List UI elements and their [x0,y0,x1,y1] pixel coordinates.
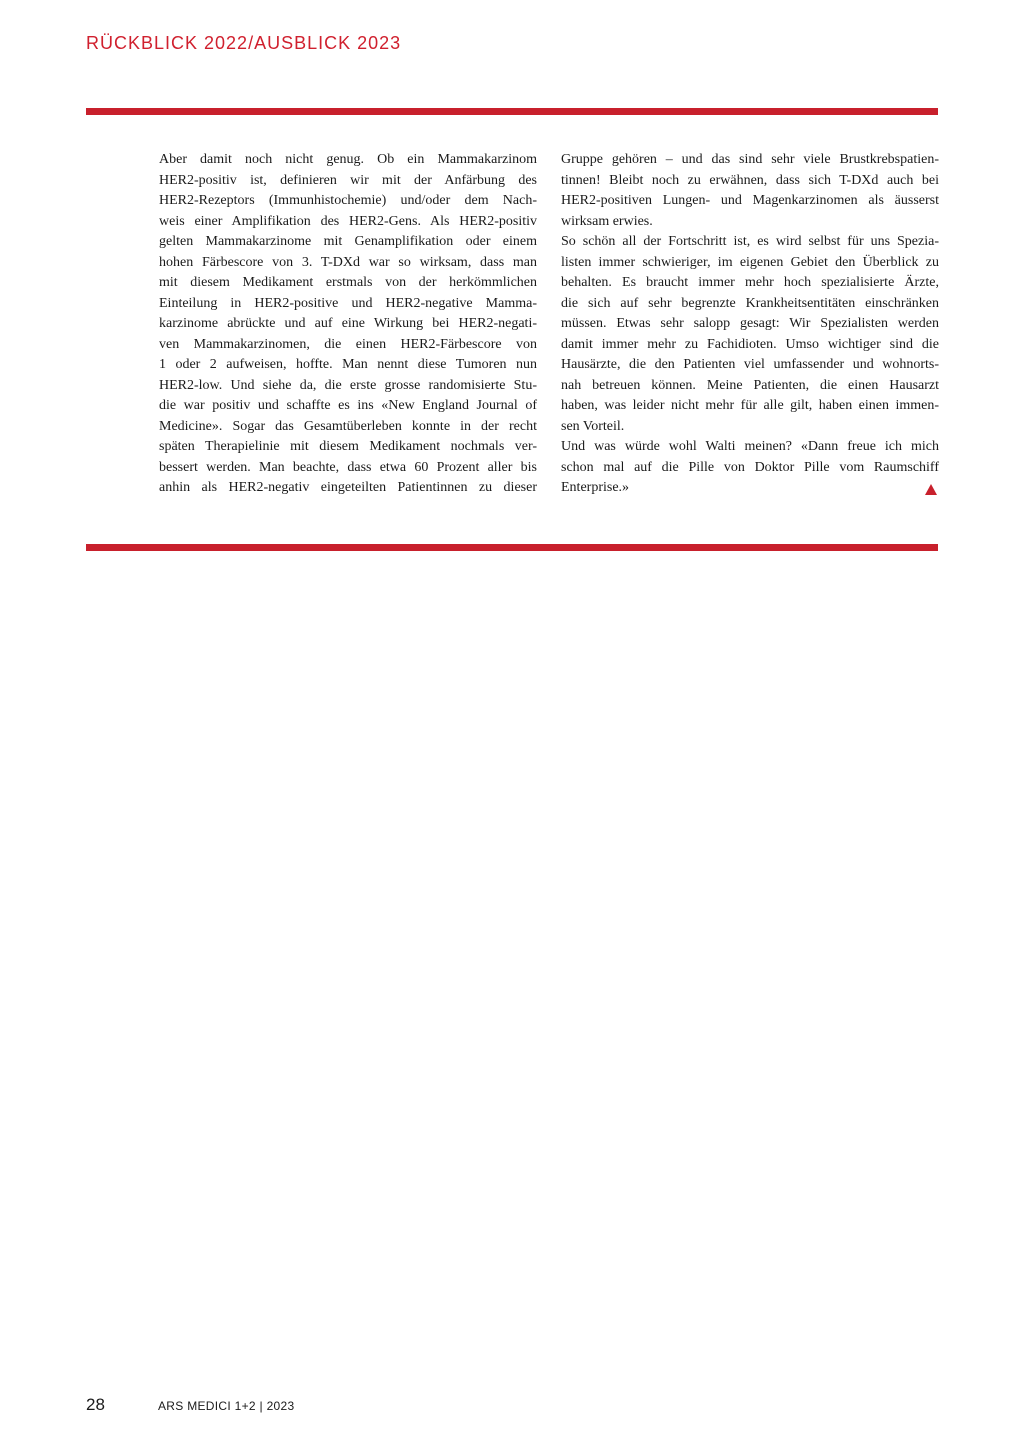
text-line: Gruppe gehören – und das sind sehr viele Brustkrebspatien- [561,152,939,167]
text-line: Medicine». Sogar das Gesamtüberleben konnte in der recht [159,418,537,434]
text-line: HER2-positiven Lungen- und Magenkarzinomen als äusserst [561,193,939,208]
bottom-divider [86,544,938,551]
text-line: behalten. Es braucht immer mehr hoch spezialisierte Ärzte, [561,275,939,290]
text-line: wirksam erwies. [561,213,653,229]
text-line: anhin als HER2-negativ eingeteilten Patientinnen zu dieser [159,480,537,495]
text-line: Und was würde wohl Walti meinen? «Dann freue ich mich [561,439,939,454]
text-line: nah betreuen können. Meine Patienten, die einen Hausarzt [561,377,939,393]
publication-name: ARS MEDICI 1+2 | 2023 [158,1399,295,1413]
text-line: So schön all der Fortschritt ist, es wird selbst für uns Spezia- [561,234,939,249]
text-line: hohen Färbescore von 3. T-DXd war so wirksam, dass man [159,254,537,270]
text-line: Hausärzte, die den Patienten viel umfassender und wohnorts- [561,357,939,372]
text-line: HER2-positiv ist, definieren wir mit der Anfärbung des [159,172,537,188]
text-line: ven Mammakarzinomen, die einen HER2-Färbescore von [159,336,537,352]
text-line: HER2-low. Und siehe da, die erste grosse randomisierte Stu- [159,377,537,393]
text-line: 1 oder 2 aufweisen, hoffte. Man nennt diese Tumoren nun [159,357,537,372]
text-line: tinnen! Bleibt noch zu erwähnen, dass sich T-DXd auch bei [561,172,939,188]
text-line: die sich auf sehr begrenzte Krankheitsentitäten einschränken [561,295,939,311]
text-line: HER2-Rezeptors (Immunhistochemie) und/oder dem Nach- [159,193,537,208]
triangle-end-icon [925,484,937,495]
text-line: gelten Mammakarzinome mit Genamplifikation oder einem [159,234,537,249]
text-line: Enterprise.» [561,480,630,495]
text-line: haben, was leider nicht mehr für alle gilt, haben einen immen- [561,398,939,413]
text-line: Einteilung in HER2-positive und HER2-negative Mamma- [159,295,537,311]
text-line: Aber damit noch nicht genug. Ob ein Mammakarzinom [159,152,537,167]
text-line: karzinome abrückte und auf eine Wirkung bei HER2-negati- [159,316,537,331]
text-line: müssen. Etwas sehr salopp gesagt: Wir Spezialisten werden [561,316,939,331]
text-line: mit diesem Medikament erstmals von der herkömmlichen [159,275,537,290]
text-line: schon mal auf die Pille von Doktor Pille vom Raumschiff [561,459,939,475]
text-line: die war positiv und schaffte es ins «New England Journal of [159,398,537,413]
section-title: RÜCKBLICK 2022/AUSBLICK 2023 [86,33,402,53]
page-number: 28 [86,1395,105,1414]
text-line: damit immer mehr zu Fachidioten. Umso wichtiger sind die [561,336,939,352]
text-line: weis einer Amplifikation des HER2-Gens. Als HER2-positiv [159,213,537,229]
text-line: bessert werden. Man beachte, dass etwa 60 Prozent aller bis [159,459,537,475]
article-column-left [159,150,537,499]
article-column-right [561,150,939,499]
top-divider [86,108,938,115]
text-line: listen immer schwieriger, im eigenen Gebiet den Überblick zu [561,254,939,270]
text-line: sen Vorteil. [561,418,625,434]
text-line: späten Therapielinie mit diesem Medikament nochmals ver- [159,439,537,454]
